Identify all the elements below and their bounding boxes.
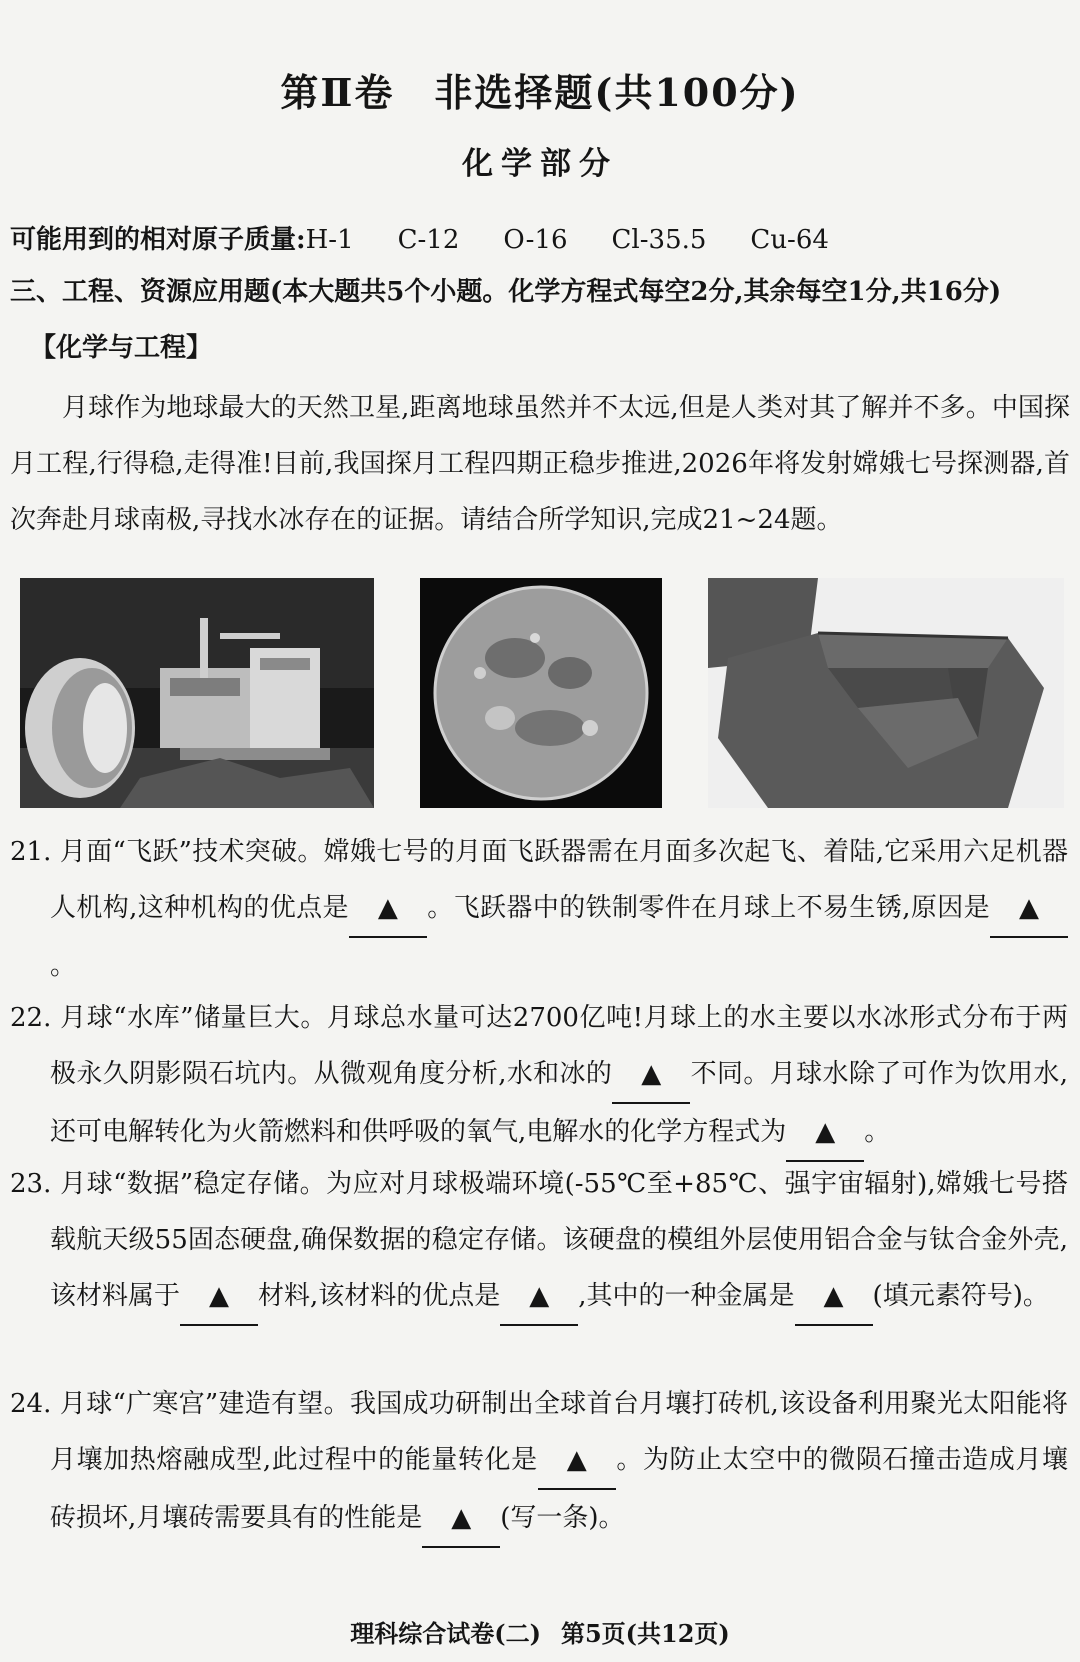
question-24-text-1: 24. 月球“广寒宫”建造有望。我国成功研制出全球首台月壤打砖机,该设备利用聚光太阳能将月壤加热熔融成型,此过程中的能量转化是	[10, 1389, 1068, 1475]
atomic-mass-c: C-12	[397, 225, 460, 255]
section-subtitle: 化学部分	[462, 146, 618, 182]
question-22-text-1: 22. 月球“水库”储量巨大。月球总水量可达2700亿吨!月球上的水主要以水冰形式分布于两极永久阴影陨石坑内。从微观角度分析,水和冰的	[10, 1003, 1068, 1089]
atomic-masses	[10, 222, 1070, 258]
lunar-lander-photo	[20, 578, 374, 808]
question-23-text-2: 材料,该材料的优点是	[258, 1281, 501, 1311]
photo-strip	[0, 578, 1080, 810]
question-23-text-1: 23. 月球“数据”稳定存储。为应对月球极端环境(-55℃至+85℃、强宇宙辐射),嫦娥七号搭载航天级55固态硬盘,确保数据的稳定存储。该硬盘的模组外层使用铝合金与钛合金外壳,该材料属于	[10, 1169, 1068, 1311]
answer-blank[interactable]: ▲	[422, 1490, 500, 1548]
atomic-mass-o: O-16	[503, 225, 568, 255]
question-23-text-4: (填元素符号)。	[872, 1281, 1049, 1311]
page-title: 第Ⅱ卷 非选择题(共100分)	[280, 70, 800, 115]
section-heading: 三、工程、资源应用题(本大题共5个小题。化学方程式每空2分,其余每空1分,共16分)	[10, 277, 1002, 307]
atomic-mass-cl: Cl-35.5	[611, 225, 707, 255]
question-22-text-3: 。	[864, 1117, 891, 1147]
question-21-text-2: 。飞跃器中的铁制零件在月球上不易生锈,原因是	[426, 893, 991, 923]
answer-blank[interactable]: ▲	[786, 1104, 864, 1162]
answer-blank[interactable]: ▲	[538, 1432, 616, 1490]
page-footer	[0, 1614, 1080, 1649]
answer-blank[interactable]: ▲	[349, 880, 427, 938]
question-21	[10, 824, 1068, 994]
question-21-text-3: 。	[50, 951, 77, 981]
page-number: 第5页(共12页)	[560, 1619, 730, 1648]
intro-passage: 月球作为地球最大的天然卫星,距离地球虽然并不太远,但是人类对其了解并不多。中国探月工程,行得稳,走得准!目前,我国探月工程四期正稳步推进,2026年将发射嫦娥七号探测器,首次奔赴月球南极,寻找水冰存在的证据。请结合所学知识,完成21~24题。	[10, 393, 1070, 535]
atomic-mass-cu: Cu-64	[750, 225, 829, 255]
question-21-text-1: 21. 月面“飞跃”技术突破。嫦娥七号的月面飞跃器需在月面多次起飞、着陆,它采用六足机器人机构,这种机构的优点是	[10, 837, 1068, 923]
question-22	[10, 990, 1068, 1162]
question-22-text-2: 不同。月球水除了可作为饮用水,还可电解转化为火箭燃料和供呼吸的氧气,电解水的化学方程式为	[50, 1059, 1069, 1147]
subsection-heading: 【化学与工程】	[30, 333, 213, 363]
question-24-text-2: 。为防止太空中的微陨石撞击造成月壤砖损坏,月壤砖需要具有的性能是	[50, 1445, 1068, 1533]
question-23-text-3: ,其中的一种金属是	[578, 1281, 795, 1311]
atomic-masses-label: 可能用到的相对原子质量:	[10, 225, 306, 255]
question-24	[10, 1376, 1068, 1548]
moon-photo	[420, 578, 662, 808]
answer-blank[interactable]: ▲	[180, 1268, 258, 1326]
question-23	[10, 1156, 1068, 1326]
lunar-brick-photo	[708, 578, 1064, 808]
atomic-mass-h: H-1	[305, 225, 354, 255]
answer-blank[interactable]: ▲	[500, 1268, 578, 1326]
answer-blank[interactable]: ▲	[612, 1046, 690, 1104]
question-24-text-3: (写一条)。	[500, 1503, 625, 1533]
exam-name: 理科综合试卷(二)	[350, 1619, 541, 1648]
answer-blank[interactable]: ▲	[795, 1268, 873, 1326]
answer-blank[interactable]: ▲	[990, 880, 1068, 938]
